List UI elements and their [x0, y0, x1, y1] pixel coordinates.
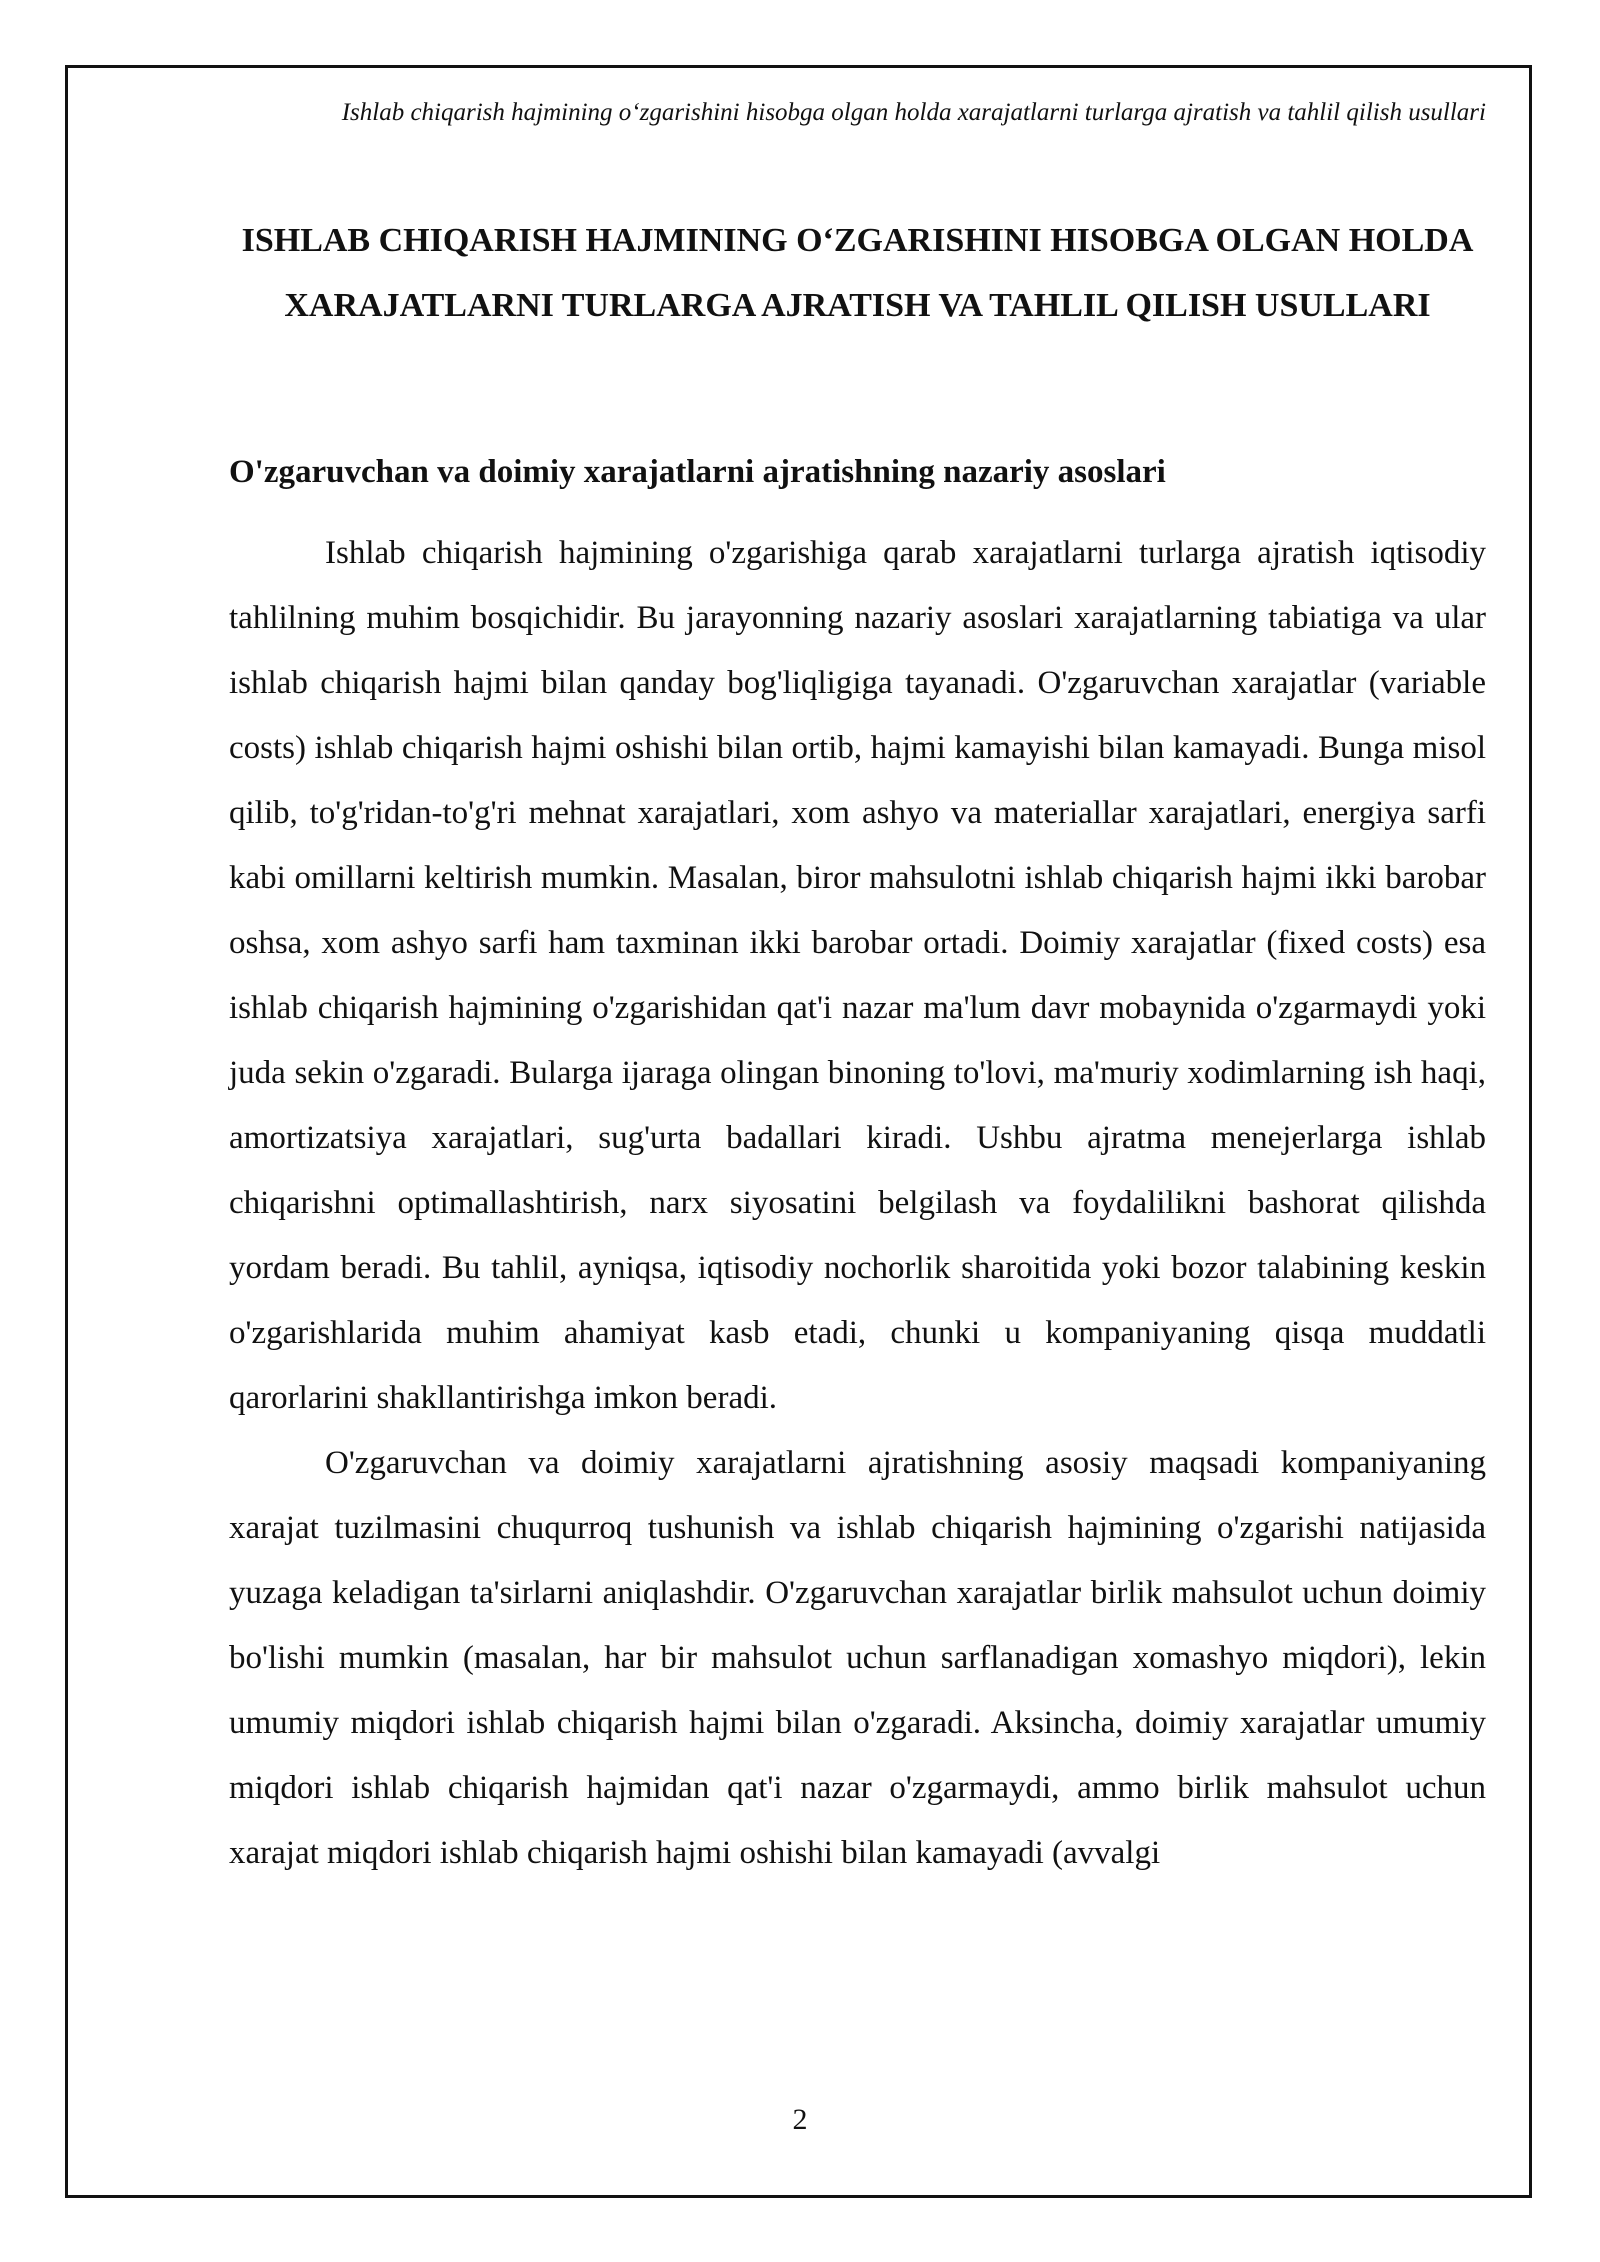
running-header: Ishlab chiqarish hajmining o‘zgarishini hisobga olgan holda xarajatlarni turlarga ajratish va tahlil qilish usullari: [341, 99, 1486, 126]
paragraph-1: Ishlab chiqarish hajmining o'zgarishiga qarab xarajatlarni turlarga ajratish iqtisodiy tahlilning muhim bosqichidir. Bu jarayonning nazariy asoslari xarajatlarning tabiatiga va ular ishlab chiqarish hajmi bilan qanday bog'liqligiga tayanadi. O'zgaruvchan xarajatlar (variable costs) ishlab chiqarish hajmi oshishi bilan ortib, hajmi kamayishi bilan kamayadi. Bunga misol qilib, to'g'ridan-to'g'ri mehnat xarajatlari, xom ashyo va materiallar xarajatlari, energiya sarfi kabi omillarni keltirish mumkin. Masalan, biror mahsulotni ishlab chiqarish hajmi ikki barobar oshsa, xom ashyo sarfi ham taxminan ikki barobar ortadi. Doimiy xarajatlar (fixed costs) esa ishlab chiqarish hajmining o'zgarishidan qat'i nazar ma'lum davr mobaynida o'zgarmaydi yoki juda sekin o'zgaradi. Bularga ijaraga olingan binoning to'lovi, ma'muriy xodimlarning ish haqi, amortizatsiya xarajatlari, sug'urta badallari kiradi. Ushbu ajratma menejerlarga ishlab chiqarishni optimallashtirish, narx siyosatini belgilash va foydalilikni bashorat qilishda yordam beradi. Bu tahlil, ayniqsa, iqtisodiy nochorlik sharoitida yoki bozor talabining keskin o'zgarishlarida muhim ahamiyat kasb etadi, chunki u kompaniyaning qisqa muddatli qarorlarini shakllantirishga imkon beradi.: [229, 535, 1486, 1416]
body-text: [229, 521, 1486, 1886]
paragraph-2: O'zgaruvchan va doimiy xarajatlarni ajratishning asosiy maqsadi kompaniyaning xarajat tuzilmasini chuqurroq tushunish va ishlab chiqarish hajmining o'zgarishi natijasida yuzaga keladigan ta'sirlarni aniqlashdir. O'zgaruvchan xarajatlar birlik mahsulot uchun doimiy bo'lishi mumkin (masalan, har bir mahsulot uchun sarflanadigan xomashyo miqdori), lekin umumiy miqdori ishlab chiqarish hajmi bilan o'zgaradi. Aksincha, doimiy xarajatlar umumiy miqdori ishlab chiqarish hajmidan qat'i nazar o'zgarmaydi, ammo birlik mahsulot uchun xarajat miqdori ishlab chiqarish hajmi oshishi bilan kamayadi (avvalgi: [229, 1445, 1486, 1871]
page-number: 2: [792, 2103, 808, 2136]
title-block: [229, 208, 1486, 338]
document-title: ISHLAB CHIQARISH HAJMINING O‘ZGARISHINI HISOBGA OLGAN HOLDA XARAJATLARNI TURLARGA AJRATISH VA TAHLIL QILISH USULLARI: [241, 222, 1474, 324]
section-heading: O'zgaruvchan va doimiy xarajatlarni ajratishning nazariy asoslari: [229, 454, 1166, 490]
page-content: [229, 96, 1486, 1871]
